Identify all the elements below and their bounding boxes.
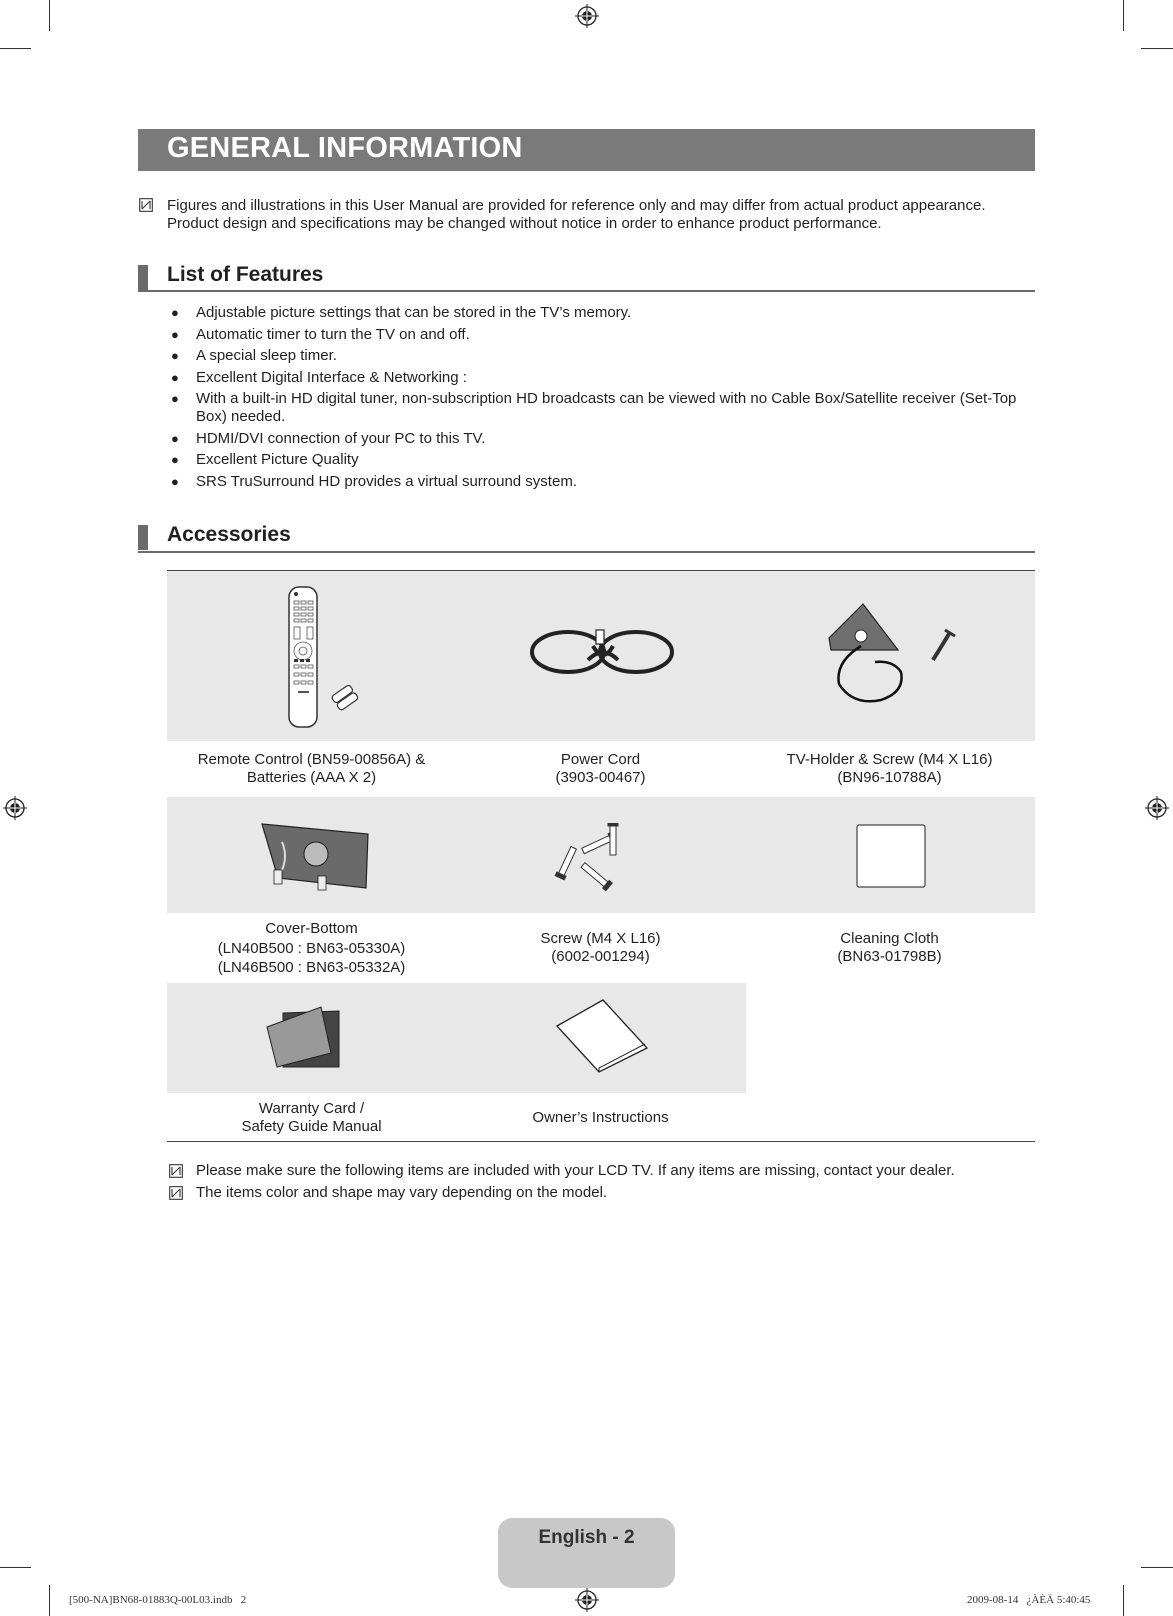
section-marker [138,265,148,290]
accessories-note-1: Please make sure the following items are included with your LCD TV. If any items are missing, contact your dealer. [196,1162,955,1179]
accessory-label-line: TV-Holder & Screw (M4 X L16) [786,751,993,768]
accessory-label-screw [456,930,745,966]
page-title: GENERAL INFORMATION [167,132,523,164]
feature-text: SRS TruSurround HD provides a virtual surround system. [196,472,577,490]
bullet-icon: ● [171,305,179,320]
accessory-label-line: Power Cord [560,751,641,768]
intro-note-line-2: Product design and specifications may be changed without notice in order to enhance product performance. [167,215,882,232]
accessory-label-line: Cleaning Cloth [840,930,939,947]
feature-text: A special sleep timer. [196,347,337,364]
print-slug-left: [500-NA]BN68-01883Q-00L03.indb 2 [69,1594,247,1606]
feature-text: Excellent Picture Quality [196,451,359,468]
section-title-accessories: Accessories [167,523,291,546]
accessories-table-bottom-rule [167,1141,1035,1142]
crop-mark [0,1567,31,1568]
feature-text: HDMI/DVI connection of your PC to this TV. [196,429,486,447]
accessory-label-line: (BN96-10788A) [837,769,942,786]
registration-mark-icon [3,796,27,820]
features-list [170,304,1030,494]
screws-icon [553,823,643,895]
accessory-label-line: Safety Guide Manual [241,1118,382,1135]
bullet-icon: ● [171,430,179,446]
accessories-image-row-3 [167,983,746,1093]
section-rule [138,551,1035,553]
section-marker [138,525,148,550]
accessory-label-cleaning-cloth [745,930,1034,966]
list-item [170,430,1030,448]
accessory-label-cover-bottom [167,919,456,978]
list-item [170,304,1030,322]
feature-text: With a built-in HD digital tuner, non-subscription HD broadcasts can be viewed with no Cable Box/Satellite receiver (Set-Top Box) needed. [196,390,1017,425]
accessory-label-tv-holder [745,751,1034,787]
accessory-label-owners-instructions [456,1109,745,1127]
remote-control-icon [285,585,365,730]
crop-mark [49,1585,50,1616]
bullet-icon: ● [171,391,179,406]
accessory-label-line: (BN63-01798B) [837,948,942,965]
accessory-label-line: Warranty Card / [258,1100,365,1117]
feature-text: Excellent Digital Interface & Networking : [196,368,467,386]
accessory-label-line: (LN46B500 : BN63-05332A) [217,959,406,976]
accessory-label-line: Owner’s Instructions [532,1109,669,1126]
accessory-label-line: (6002-001294) [551,948,650,965]
list-item [170,451,1030,469]
crop-mark [1123,1585,1124,1616]
crop-mark [1141,1567,1173,1568]
intro-note-line-1: Figures and illustrations in this User Manual are provided for reference only and may differ from actual product appearance. [167,197,986,214]
cover-bottom-icon [258,818,373,898]
accessory-label-remote-control [167,751,456,787]
page-number-tab [498,1518,675,1588]
power-cord-icon [528,620,678,700]
accessory-label-line: Cover-Bottom [265,920,358,937]
registration-mark-icon [1145,796,1169,820]
note-icon [139,198,153,212]
page-number-label: English - 2 [538,1527,635,1548]
accessory-label-power-cord [456,751,745,787]
crop-mark [1141,48,1173,49]
list-item [170,347,1030,365]
list-item [170,390,1030,426]
accessories-note-2: The items color and shape may vary depending on the model. [196,1184,608,1201]
list-item [170,369,1030,387]
crop-mark [0,48,31,49]
print-slug-right: 2009-08-14 ¿ÀÈÄ 5:40:45 [967,1594,1091,1606]
note-icon [169,1164,183,1178]
bullet-icon: ● [171,452,179,467]
tv-holder-screw-icon [823,600,968,710]
section-rule [138,290,1035,292]
feature-text: Adjustable picture settings that can be stored in the TV’s memory. [196,304,632,321]
bullet-icon: ● [171,473,179,489]
registration-mark-icon [575,4,599,28]
accessory-label-line: (LN40B500 : BN63-05330A) [217,939,406,957]
list-item [170,473,1030,491]
accessory-label-line: Batteries (AAA X 2) [246,769,377,786]
list-item [170,326,1030,344]
accessory-label-line: Remote Control (BN59-00856A) & [197,751,426,768]
registration-mark-icon [575,1588,599,1612]
accessory-label-line: Screw (M4 X L16) [540,930,661,947]
feature-text: Automatic timer to turn the TV on and off. [196,325,470,343]
cleaning-cloth-icon [855,823,927,889]
page-title-bar [138,129,1035,171]
bullet-icon: ● [171,369,179,385]
warranty-card-icon [265,1005,345,1071]
crop-mark [49,0,50,31]
note-icon [169,1186,183,1200]
bullet-icon: ● [171,348,179,363]
crop-mark [1123,0,1124,31]
bullet-icon: ● [171,326,179,342]
accessory-label-line: (3903-00467) [555,769,646,786]
accessory-label-warranty-card [167,1100,456,1136]
section-title-features: List of Features [167,263,324,286]
owners-instructions-icon [555,998,651,1074]
